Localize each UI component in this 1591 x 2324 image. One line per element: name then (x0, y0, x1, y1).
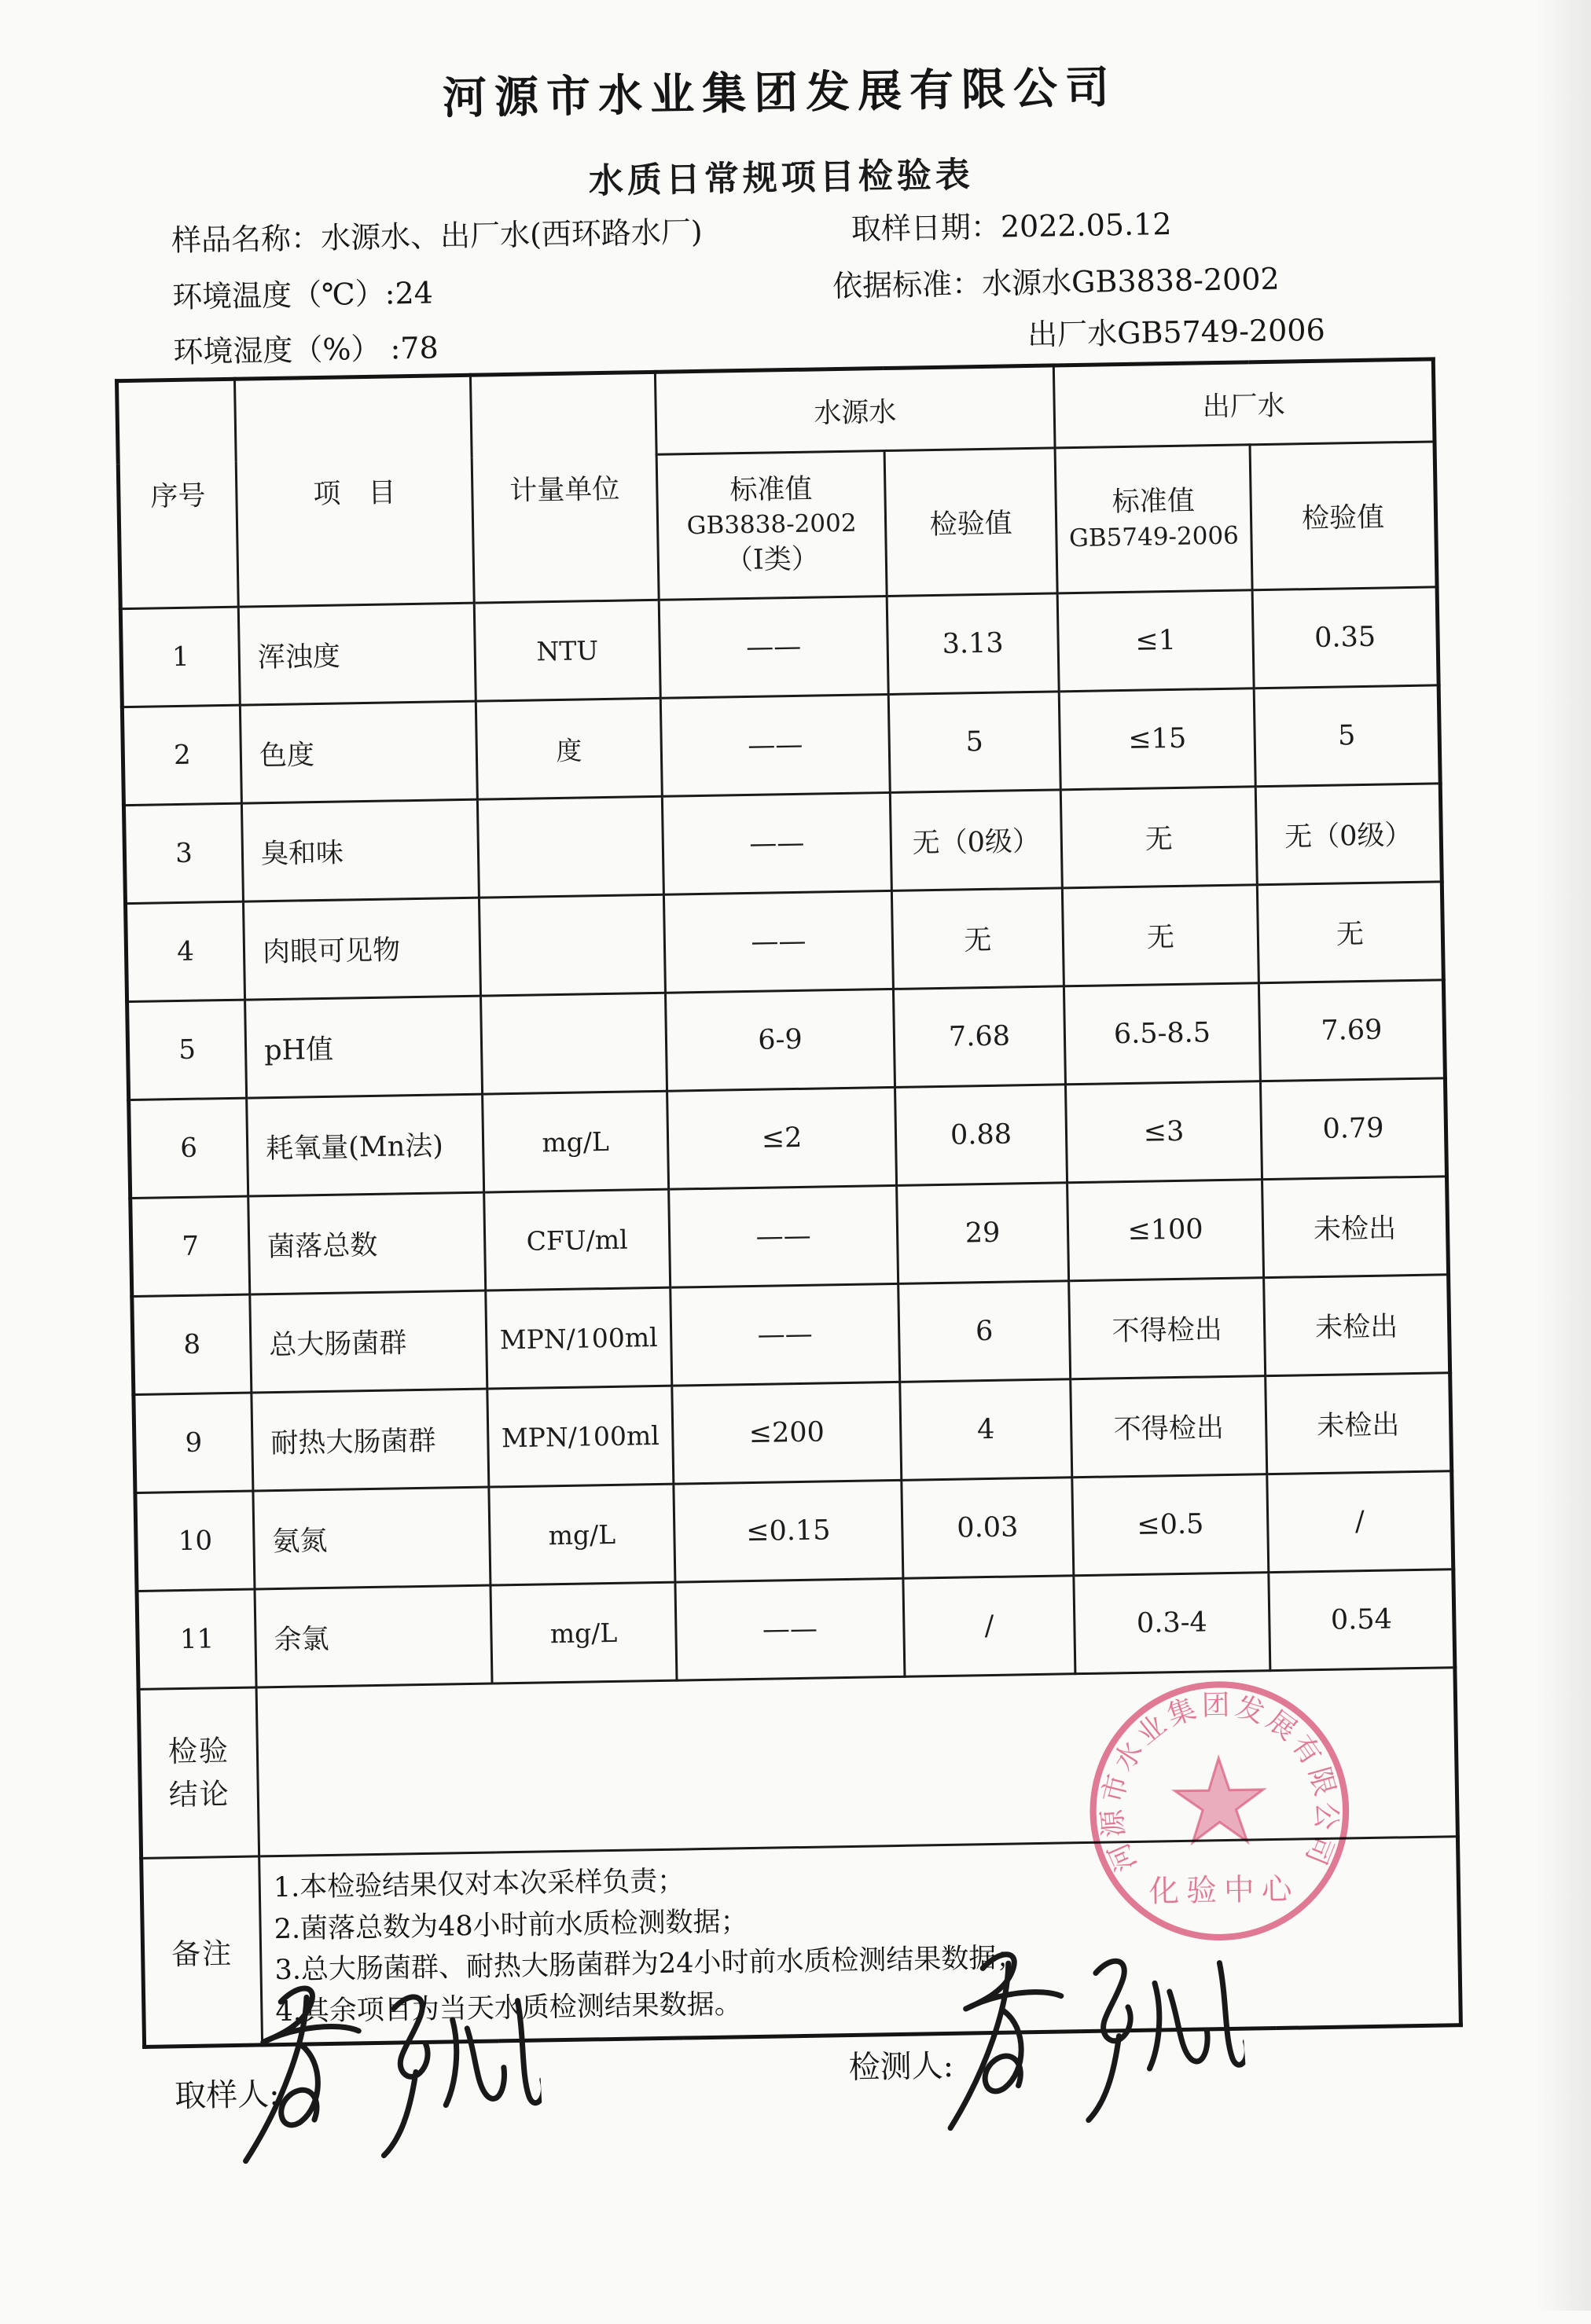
sampler-signature (204, 1940, 546, 2192)
header-outlet-water-group: 出厂水 (1053, 359, 1435, 448)
outlet-standard-line1: 标准值 (1111, 485, 1196, 519)
cell-outlet-standard-value: 不得检出 (1069, 1278, 1266, 1379)
cell-outlet-test-value: 7.69 (1258, 980, 1445, 1081)
standard-source-value: 水源水GB3838-2002 (981, 261, 1280, 301)
conclusion-label: 检验结论 (167, 1733, 231, 1812)
cell-source-test-value: 3.13 (887, 593, 1059, 695)
remark-line-2: 2.菌落总数为48小时前水质检测数据； (274, 1905, 748, 1945)
cell-row-number: 11 (137, 1589, 256, 1689)
env-temperature-label: 环境温度（℃）: (171, 276, 395, 315)
env-humidity-label: 环境湿度（%） : (173, 331, 401, 370)
company-seal-stamp (1079, 1672, 1359, 1952)
env-temperature-line (172, 269, 434, 316)
sampler-label: 取样人: (174, 2076, 281, 2115)
header-source-standard (656, 451, 887, 600)
cell-source-test-value: 无 (891, 888, 1064, 989)
cell-outlet-test-value: / (1267, 1471, 1453, 1573)
cell-outlet-standard-value: ≤100 (1067, 1180, 1264, 1281)
cell-row-number: 6 (129, 1098, 248, 1198)
cell-source-standard-value: ≤0.15 (674, 1480, 903, 1582)
cell-source-test-value: 29 (897, 1183, 1069, 1284)
cell-item-name: 耐热大肠菌群 (252, 1389, 489, 1491)
cell-source-test-value: 4 (900, 1379, 1072, 1481)
remark-line-1: 1.本检验结果仅对本次采样负责； (273, 1865, 685, 1904)
standard-outlet-line (1027, 306, 1325, 354)
cell-row-number: 9 (134, 1393, 253, 1492)
cell-outlet-test-value: 5 (1254, 685, 1440, 787)
cell-unit: CFU/ml (484, 1189, 671, 1290)
cell-unit (479, 894, 665, 996)
header-outlet-standard (1055, 445, 1252, 593)
cell-outlet-standard-value: ≤1 (1057, 590, 1254, 692)
source-standard-line3: （Ⅰ类） (725, 543, 820, 577)
cell-source-test-value: 6 (898, 1281, 1071, 1382)
cell-source-test-value: / (903, 1576, 1075, 1677)
cell-source-test-value: 7.68 (893, 986, 1065, 1088)
cell-row-number: 8 (132, 1294, 252, 1394)
cell-outlet-test-value: 无（0级） (1255, 784, 1442, 885)
cell-outlet-standard-value: 0.3-4 (1074, 1573, 1270, 1674)
cell-outlet-standard-value: ≤3 (1066, 1081, 1262, 1183)
sampling-date-value: 2022.05.12 (1000, 206, 1172, 244)
cell-unit: mg/L (483, 1091, 669, 1192)
cell-source-standard-value: —— (675, 1578, 905, 1680)
sample-name-value: 水源水、出厂水(西环路水厂) (320, 214, 703, 255)
header-source-value: 检验值 (884, 448, 1057, 597)
standard-reference-line (832, 255, 1280, 305)
sampling-date-line (851, 200, 1171, 248)
sampling-date-label: 取样日期： (851, 209, 1001, 247)
cell-outlet-test-value: 0.79 (1260, 1078, 1446, 1180)
company-title: 河源市水业集团发展有限公司 (442, 62, 1118, 125)
cell-item-name: 色度 (240, 701, 477, 803)
cell-outlet-test-value: 未检出 (1262, 1177, 1449, 1278)
cell-unit: MPN/100ml (487, 1386, 674, 1487)
cell-outlet-test-value: 未检出 (1266, 1373, 1452, 1474)
env-temperature-value: 24 (395, 275, 434, 311)
env-humidity-line (173, 323, 439, 371)
cell-unit (477, 796, 663, 898)
cell-source-standard-value: —— (660, 694, 890, 796)
header-no: 序号 (116, 379, 238, 608)
cell-unit: 度 (476, 698, 662, 799)
env-humidity-value: 78 (399, 330, 439, 366)
remark-line-3: 3.总大肠菌群、耐热大肠菌群为24小时前水质检测结果数据； (274, 1942, 1024, 1987)
standard-outlet-value: 出厂水GB5749-2006 (1027, 312, 1326, 352)
cell-row-number: 10 (135, 1491, 255, 1591)
cell-outlet-standard-value: 不得检出 (1071, 1376, 1267, 1478)
standard-label: 依据标准： (832, 266, 983, 304)
seal-ring-text: 河源市水业集团发展有限公司 (1096, 1689, 1343, 1877)
cell-outlet-standard-value: ≤15 (1059, 688, 1255, 790)
cell-item-name: 臭和味 (241, 799, 479, 901)
cell-row-number: 4 (126, 901, 245, 1001)
cell-outlet-test-value: 无 (1257, 882, 1443, 983)
cell-source-test-value: 5 (888, 692, 1060, 793)
cell-source-test-value: 0.88 (895, 1085, 1067, 1186)
cell-item-name: 菌落总数 (248, 1192, 486, 1294)
cell-source-test-value: 无（0级） (890, 790, 1062, 891)
cell-source-standard-value: —— (671, 1283, 900, 1386)
cell-item-name: pH值 (245, 996, 483, 1098)
sample-name-line (171, 207, 703, 259)
source-standard-line2: GB3838-2002 (686, 508, 857, 541)
remark-line-4: 4.其余项目为当天水质检测结果数据。 (275, 1988, 743, 2028)
cell-outlet-standard-value: 无 (1060, 787, 1257, 888)
cell-row-number: 3 (123, 803, 243, 903)
cell-item-name: 总大肠菌群 (250, 1290, 487, 1393)
cell-row-number: 5 (127, 1000, 247, 1100)
cell-source-standard-value: ≤200 (672, 1382, 902, 1484)
header-item: 项 目 (234, 375, 474, 607)
cell-row-number: 7 (130, 1196, 250, 1296)
cell-source-standard-value: 6-9 (665, 989, 895, 1091)
sample-name-label: 样品名称： (171, 220, 322, 259)
header-unit: 计量单位 (470, 372, 659, 603)
remarks-label-cell: 备注 (141, 1856, 263, 2047)
source-standard-line1: 标准值 (729, 473, 813, 507)
tester-label: 检测人: (848, 2047, 954, 2087)
cell-item-name: 浑浊度 (238, 603, 476, 705)
conclusion-label-cell (138, 1687, 259, 1858)
cell-outlet-test-value: 未检出 (1264, 1275, 1450, 1376)
header-outlet-value: 检验值 (1250, 442, 1437, 590)
cell-item-name: 余氯 (255, 1585, 492, 1687)
seal-center-text: 化验中心 (1148, 1871, 1300, 1910)
cell-item-name: 氨氮 (253, 1487, 491, 1589)
cell-item-name: 肉眼可见物 (243, 898, 480, 1000)
form-title: 水质日常规项目检验表 (588, 155, 975, 202)
cell-unit (481, 993, 667, 1094)
cell-source-test-value: 0.03 (902, 1478, 1074, 1579)
cell-outlet-standard-value: 无 (1062, 885, 1258, 986)
cell-source-standard-value: —— (659, 596, 888, 698)
cell-outlet-standard-value: 6.5-8.5 (1064, 983, 1260, 1085)
outlet-standard-line2: GB5749-2006 (1068, 521, 1240, 553)
cell-item-name: 耗氧量(Mn法) (247, 1094, 484, 1196)
table-body (120, 587, 1455, 1690)
cell-unit: MPN/100ml (486, 1287, 672, 1389)
cell-unit: mg/L (491, 1582, 677, 1683)
cell-source-standard-value: —— (669, 1185, 898, 1287)
cell-unit: NTU (474, 600, 660, 701)
cell-source-standard-value: —— (663, 890, 893, 993)
seal-star-icon (1174, 1757, 1264, 1843)
header-source-water-group: 水源水 (655, 365, 1055, 454)
cell-outlet-test-value: 0.54 (1269, 1570, 1455, 1671)
cell-row-number: 1 (120, 607, 240, 707)
cell-outlet-test-value: 0.35 (1252, 587, 1439, 688)
cell-outlet-standard-value: ≤0.5 (1072, 1474, 1269, 1576)
cell-unit: mg/L (489, 1484, 675, 1585)
cell-source-standard-value: —— (662, 792, 891, 894)
scan-edge-shadow (1536, 0, 1591, 2311)
cell-source-standard-value: ≤2 (667, 1087, 897, 1189)
cell-row-number: 2 (122, 705, 241, 805)
